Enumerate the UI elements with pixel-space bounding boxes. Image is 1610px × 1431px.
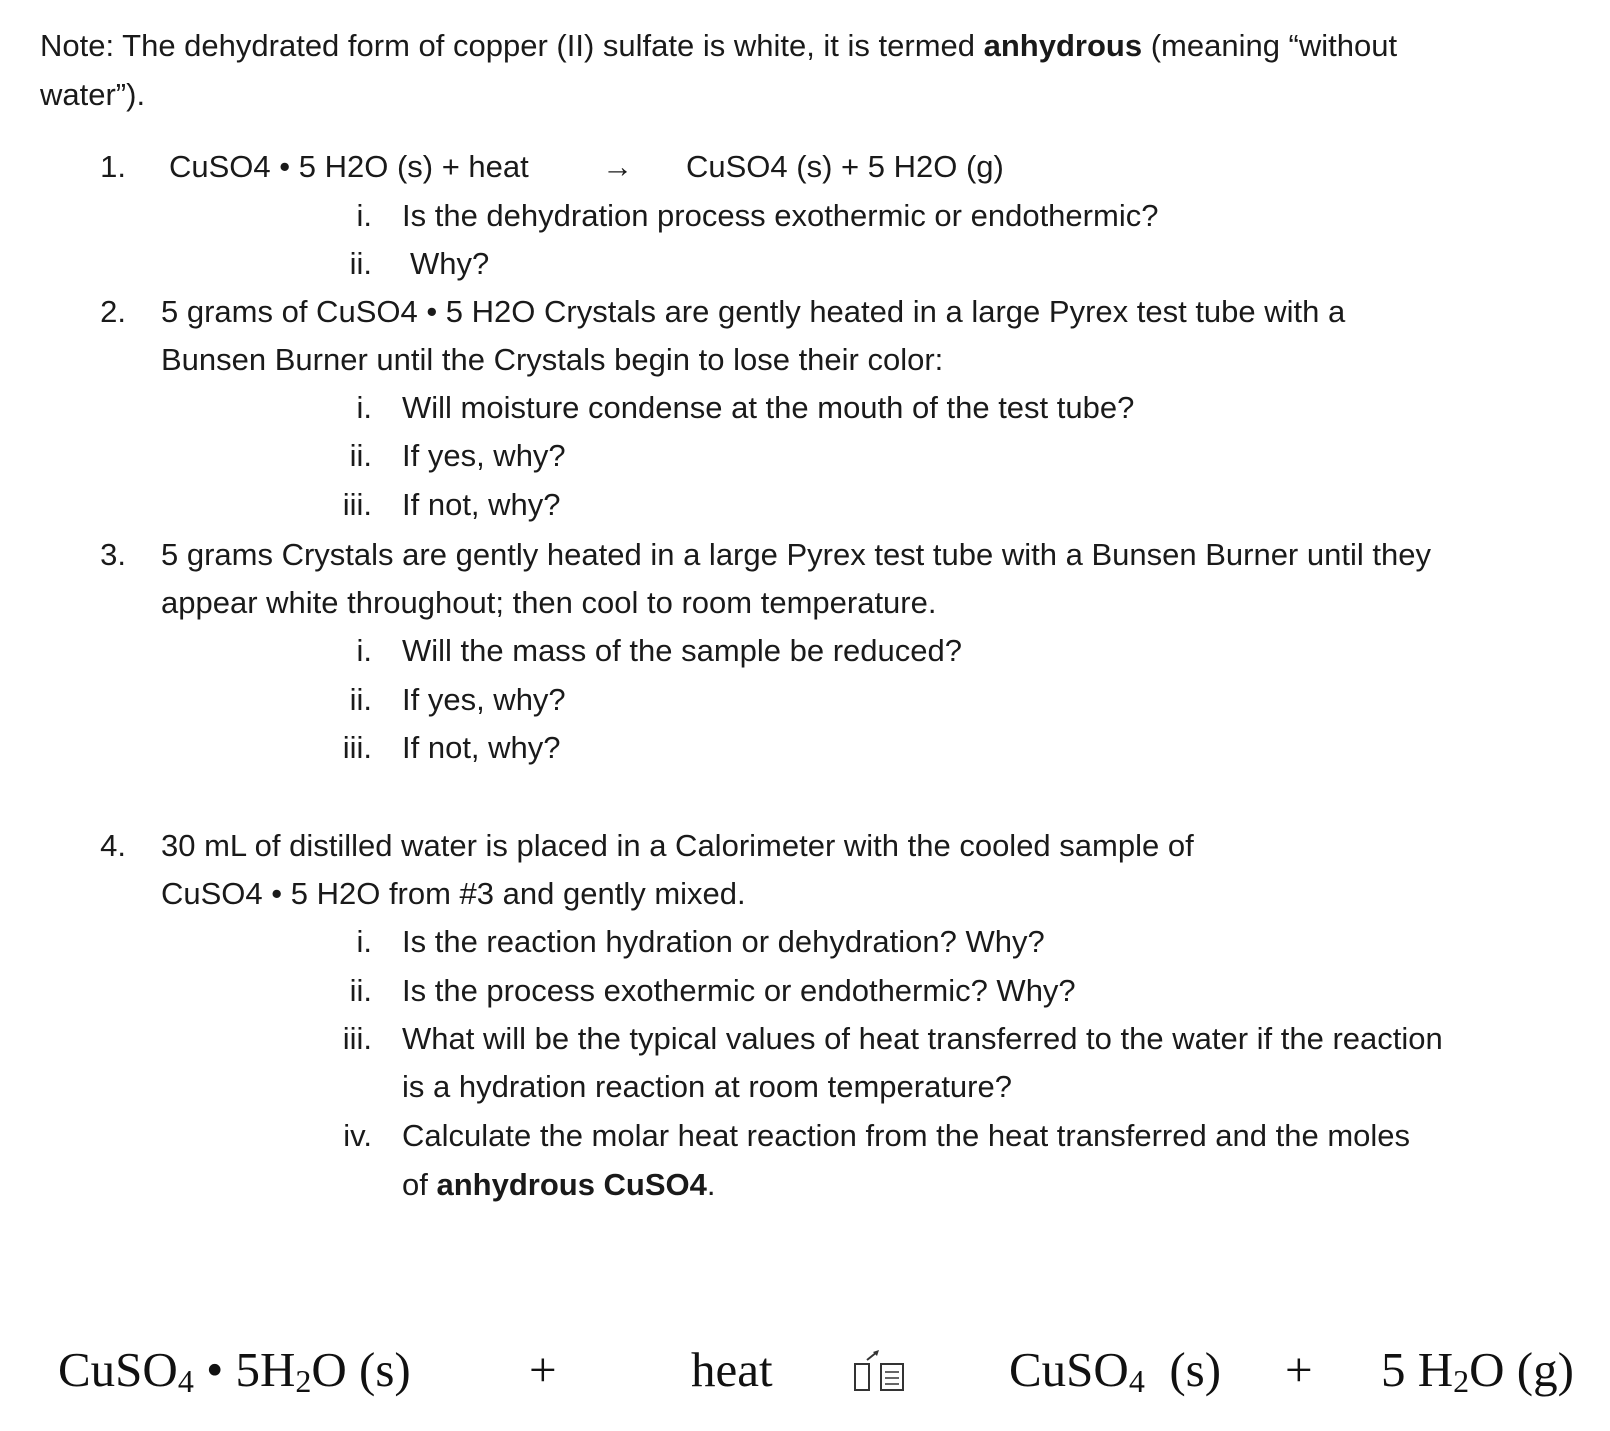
q2-sub-iii-number: iii. <box>342 487 372 522</box>
q3-number: 3. <box>100 537 126 572</box>
q1-sub-i-number: i. <box>356 198 372 233</box>
q4-sub-iii-number: iii. <box>342 1021 372 1056</box>
q4-sub-iv-number: iv. <box>343 1118 372 1153</box>
q4-sub-iv-bold-anhydrous: anhydrous CuSO4 <box>436 1167 707 1202</box>
q4-sub-i-number: i. <box>356 924 372 959</box>
eq-right1-a: CuSO <box>1009 1342 1129 1397</box>
q4-line-1: 30 mL of distilled water is placed in a Calorimeter with the cooled sample of <box>161 828 1194 863</box>
bottom-equation-plus-2: + <box>1285 1342 1313 1397</box>
q4-line-2: CuSO4 • 5 H2O from #3 and gently mixed. <box>161 876 746 911</box>
q4-sub-ii-text: Is the process exothermic or endothermic? Why? <box>402 973 1076 1008</box>
q3-sub-iii-text: If not, why? <box>402 730 561 765</box>
note-bold-anhydrous: anhydrous <box>983 28 1143 63</box>
bottom-equation-right-2 <box>1381 1340 1574 1400</box>
q2-line-2: Bunsen Burner until the Crystals begin to lose their color: <box>161 342 944 377</box>
q4-sub-iii-text-2: is a hydration reaction at room temperature? <box>402 1069 1012 1104</box>
note-prefix: Note: The dehydrated form of copper (II) sulfate is white, it is termed <box>40 28 984 63</box>
eq-left-sub2: 2 <box>295 1363 312 1399</box>
q1-sub-ii-text: Why? <box>410 246 490 281</box>
q2-sub-iii-text: If not, why? <box>402 487 561 522</box>
q3-sub-i-number: i. <box>356 633 372 668</box>
q1-arrow-icon: → <box>602 149 633 184</box>
glyph-box-right <box>881 1364 903 1390</box>
q4-sub-iv-text-2-prefix: of <box>402 1167 437 1202</box>
q1-number: 1. <box>100 149 126 184</box>
bottom-equation-plus-1: + <box>529 1342 557 1397</box>
q3-sub-iii-number: iii. <box>342 730 372 765</box>
eq-right2-b: O (g) <box>1469 1342 1574 1397</box>
missing-arrow-glyph-icon <box>851 1350 909 1396</box>
q2-sub-ii-number: ii. <box>349 438 372 473</box>
q2-sub-i-number: i. <box>356 390 372 425</box>
q3-line-2: appear white throughout; then cool to room temperature. <box>161 585 937 620</box>
q4-sub-iii-text: What will be the typical values of heat transferred to the water if the reaction <box>402 1021 1443 1056</box>
eq-left-a: CuSO <box>58 1342 178 1397</box>
q3-line-1: 5 grams Crystals are gently heated in a large Pyrex test tube with a Bunsen Burner until they <box>161 537 1431 572</box>
q2-line-1: 5 grams of CuSO4 • 5 H2O Crystals are gently heated in a large Pyrex test tube with a <box>161 294 1346 329</box>
eq-right2-sub2: 2 <box>1453 1363 1470 1399</box>
q1-sub-ii-number: ii. <box>349 246 372 281</box>
note-suffix: (meaning “without <box>1142 28 1398 63</box>
q2-sub-i-text: Will moisture condense at the mouth of the test tube? <box>402 390 1135 425</box>
q4-sub-ii-number: ii. <box>349 973 372 1008</box>
q3-sub-ii-text: If yes, why? <box>402 682 566 717</box>
q1-sub-i-text: Is the dehydration process exothermic or endothermic? <box>402 198 1159 233</box>
bottom-equation-left <box>58 1340 411 1400</box>
q4-sub-iv-text-2 <box>402 1165 716 1205</box>
eq-left-c: O (s) <box>311 1342 411 1397</box>
q4-sub-iv-text-2-suffix: . <box>706 1167 716 1202</box>
q4-sub-i-text: Is the reaction hydration or dehydration? Why? <box>402 924 1045 959</box>
q3-sub-i-text: Will the mass of the sample be reduced? <box>402 633 962 668</box>
q2-sub-ii-text: If yes, why? <box>402 438 566 473</box>
eq-left-b: • 5H <box>193 1342 296 1397</box>
bottom-equation-right-1 <box>1009 1340 1221 1400</box>
note-line-2: water”). <box>40 77 146 112</box>
bottom-equation-heat: heat <box>691 1342 773 1397</box>
eq-left-sub4: 4 <box>177 1363 194 1399</box>
glyph-box-left <box>855 1364 869 1390</box>
q4-number: 4. <box>100 828 126 863</box>
eq-right1-b: (s) <box>1144 1342 1222 1397</box>
note-line-1 <box>40 26 1397 66</box>
q3-sub-ii-number: ii. <box>349 682 372 717</box>
q1-equation-right: CuSO4 (s) + 5 H2O (g) <box>686 149 1004 184</box>
q1-equation-left: CuSO4 • 5 H2O (s) + heat <box>169 149 529 184</box>
q4-sub-iv-text: Calculate the molar heat reaction from the heat transferred and the moles <box>402 1118 1411 1153</box>
eq-right2-a: 5 H <box>1381 1342 1454 1397</box>
q2-number: 2. <box>100 294 126 329</box>
eq-right1-sub4: 4 <box>1128 1363 1145 1399</box>
